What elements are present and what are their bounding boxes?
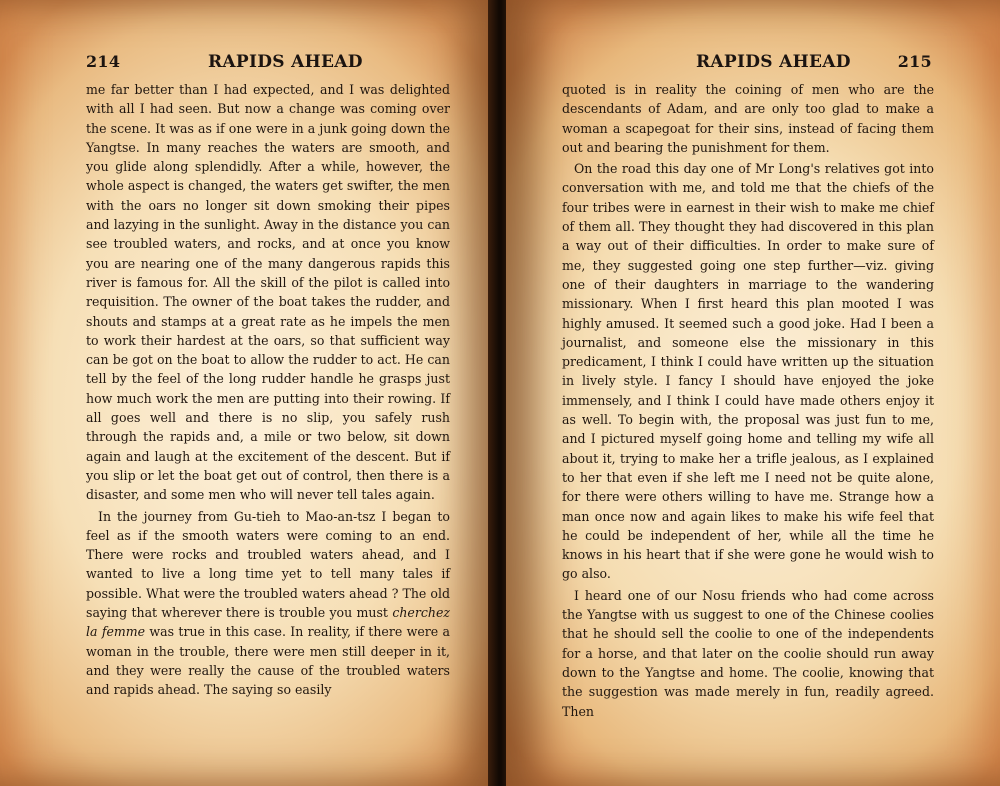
right-paragraph-1: quoted is in reality the coining of men who are the descendants of Adam, and are only too glad to make a woman a scapegoat for their sins, instead of facing them out and bearing the punishment for them.	[562, 82, 934, 155]
left-page-header	[86, 52, 450, 74]
left-paragraph-1-text: me far better than I had expected, and I was delighted with all I had seen. But now a change was coming over the scene. It was as if one were in a junk going down the Yangtse. In many reaches the waters are smooth, and you glide along splendidly. After a while, however, the whole aspect is changed, the waters get swifter, the men with the oars no longer sit down smoking their pipes and lazying in the sunlight. Away in the distance you can see troubled waters, and rocks, and at once you know you are nearing one of the many dangerous rapids this river is famous for. All the skill of the pilot is called into requisition. The owner of the boat takes the rudder, and shouts and stamps at a great rate as he impels the men to work their hardest at the oars, so that sufficient way can be got on the boat to allow the rudder to act. He can tell by the feel of the long rudder handle he grasps just how much work the men are putting into their rowing. If all goes well and there is no slip, you safely rush through the rapids and, a mile or two below, sit down again and laugh at the excitement of the descent. But if you slip or let the boat get out of control, then there is a disaster, and some men who will never tell tales again.	[86, 82, 450, 503]
right-page-header	[570, 52, 932, 74]
left-paragraph-1	[86, 80, 450, 505]
right-running-title: RAPIDS AHEAD	[696, 52, 851, 72]
left-running-title: RAPIDS AHEAD	[208, 52, 363, 72]
right-page	[506, 0, 1000, 786]
left-paragraph-2-text-a: In the journey from Gu-tieh to Mao-an-tsz I began to feel as if the smooth waters were coming to an end. There were rocks and troubled waters ahead, and I wanted to live a long time yet to tell many tales if possible. What were the troubled waters ahead ? The old saying that wherever there is trouble you must	[86, 508, 450, 621]
left-paragraph-2-text-b: was true in this case. In reality, if there were a woman in the trouble, there were men still deeper in it, and they were really the cause of the troubled waters and rapids ahead. The saying so easily	[86, 624, 450, 698]
left-page	[0, 0, 498, 786]
right-page-body	[562, 80, 934, 721]
left-page-number: 214	[86, 52, 121, 71]
right-paragraph-2: On the road this day one of Mr Long's relatives got into conversation with me, and told me that the chiefs of the four tribes were in earnest in their wish to make me chief of them all. They thought they had discovered in this plan a way out of their difficulties. In order to make sure of me, they suggested going one step further—viz. giving one of their daughters in marriage to the wandering missionary. When I first heard this plan mooted I was highly amused. It seemed such a good joke. Had I been a journalist, and someone else the missionary in this predicament, I think I could have written up the situation in lively style. I fancy I should have enjoyed the joke immensely, and I think I could have made others enjoy it as well. To begin with, the proposal was just fun to me, and I pictured myself going home and telling my wife all about it, trying to make her a trifle jealous, as I explained to her that even if she left me I need not be quite alone, for there were others willing to have me. Strange how a man once now and again likes to make his wife feel that he could be independent of her, while all the time he knows in his heart that if she were gone he would wish to go also.	[562, 161, 934, 582]
left-paragraph-2	[86, 507, 450, 700]
right-paragraph-3: I heard one of our Nosu friends who had come across the Yangtse with us suggest to one of the Chinese coolies that he should sell the coolie to one of the independents for a horse, and that later on the coolie should run away down to the Yangtse and home. The coolie, knowing that the suggestion was made merely in fun, readily agreed. Then	[562, 587, 934, 719]
right-page-number: 215	[897, 52, 932, 71]
left-page-body	[86, 80, 450, 700]
left-paragraph-2-italic: cherchez la femme	[86, 605, 450, 640]
